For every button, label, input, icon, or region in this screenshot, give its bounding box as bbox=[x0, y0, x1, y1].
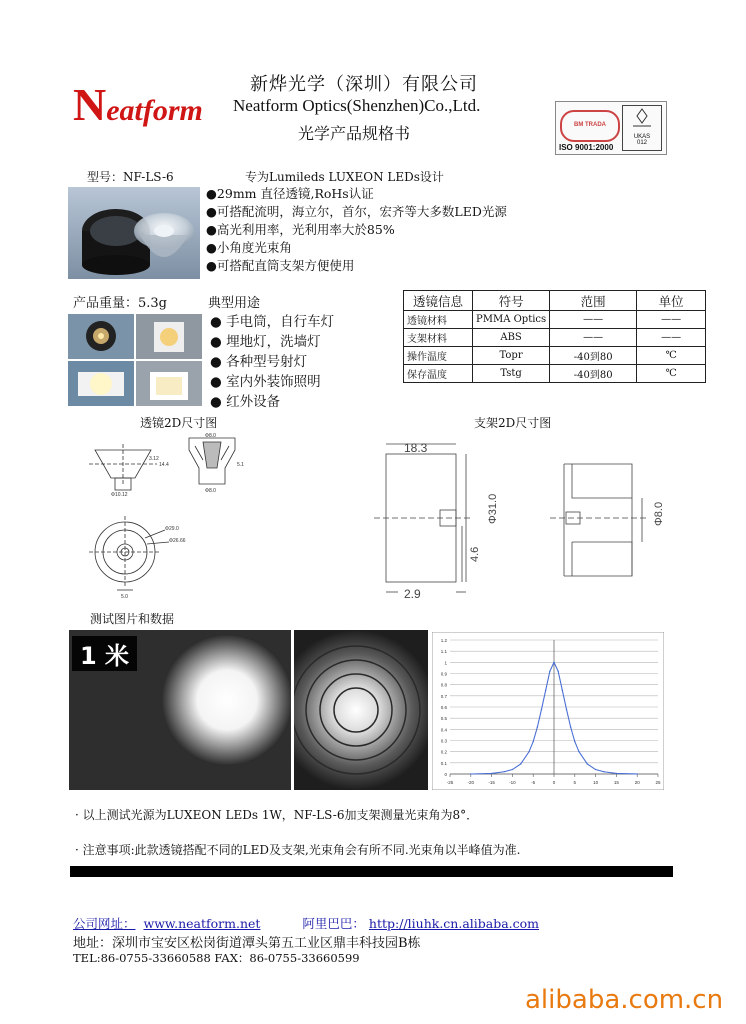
data-point bbox=[541, 709, 542, 710]
company-name-cn: 新烨光学（深圳）有限公司 bbox=[250, 74, 478, 95]
table-row bbox=[404, 329, 706, 347]
spec-cell: Tstg bbox=[473, 365, 550, 383]
holder-drawing-caption: 支架2D尺寸图 bbox=[474, 416, 552, 430]
lens-2d-drawing bbox=[85, 430, 265, 610]
spec-cell: —— bbox=[637, 329, 706, 347]
y-tick-label: 0.9 bbox=[440, 671, 447, 677]
data-point bbox=[570, 726, 571, 727]
y-tick-label: 0.8 bbox=[440, 682, 447, 688]
dimension-label: 4.6 bbox=[469, 546, 481, 562]
alibaba-watermark: alibaba.com.cn bbox=[525, 985, 724, 1015]
usage-item: ● 手电筒，自行车灯 bbox=[210, 314, 335, 330]
spec-cell: Topr bbox=[473, 347, 550, 365]
y-tick-label: 1.1 bbox=[440, 649, 447, 655]
ukas-text: UKAS bbox=[633, 134, 651, 140]
spec-cell: 支架材料 bbox=[404, 329, 473, 347]
feature-item: ●高光利用率，光利用率大於85% bbox=[206, 222, 395, 237]
y-tick-label: 0.3 bbox=[440, 738, 447, 744]
logo-initial: N bbox=[73, 79, 107, 130]
distance-label: 1 米 bbox=[72, 636, 137, 671]
data-point bbox=[574, 741, 575, 742]
x-tick-label: 0 bbox=[552, 780, 556, 785]
product-photo bbox=[68, 187, 200, 279]
data-point bbox=[566, 709, 567, 710]
dimension-label: Φ29.0 bbox=[165, 526, 179, 532]
iso-text: ISO 9001:2000 bbox=[559, 143, 614, 152]
dimension-label: Φ10.12 bbox=[111, 492, 128, 498]
alibaba-label: 阿里巴巴： bbox=[302, 916, 365, 931]
holder-2d-drawing bbox=[370, 438, 670, 608]
dimension-label: 18.3 bbox=[404, 441, 428, 455]
x-tick-label: -10 bbox=[509, 780, 516, 785]
usage-item: ● 红外设备 bbox=[210, 394, 281, 410]
data-point bbox=[537, 726, 538, 727]
x-tick-label: 25 bbox=[655, 780, 661, 785]
feature-item: ●小角度光束角 bbox=[206, 240, 292, 255]
table-row bbox=[404, 365, 706, 383]
spec-cell: -40到80 bbox=[550, 365, 637, 383]
spec-table bbox=[403, 290, 706, 383]
bm-trada-logo: BM TRADA bbox=[560, 110, 620, 142]
led-photos bbox=[68, 314, 202, 406]
usage-list bbox=[210, 312, 334, 412]
spec-cell: 透镜材料 bbox=[404, 311, 473, 329]
usage-title: 典型用途 bbox=[208, 296, 261, 311]
spec-cell: ℃ bbox=[637, 347, 706, 365]
website-label: 公司网址： bbox=[73, 916, 136, 931]
x-tick-label: -20 bbox=[467, 780, 475, 785]
data-point bbox=[503, 771, 504, 772]
dimension-label: 2.9 bbox=[404, 587, 421, 601]
data-point bbox=[533, 741, 534, 742]
spec-cell: 操作温度 bbox=[404, 347, 473, 365]
spec-cell: ABS bbox=[473, 329, 550, 347]
dimension-label: Φ8.0 bbox=[205, 488, 216, 494]
ukas-code: 012 bbox=[636, 140, 647, 146]
data-point bbox=[545, 690, 546, 691]
dimension-label: 14.4 bbox=[159, 462, 169, 468]
product-weight: 产品重量：5.3g bbox=[73, 296, 167, 311]
ukas-logo bbox=[622, 105, 662, 151]
designed-for: 专为Lumileds LUXEON LEDs设计 bbox=[245, 170, 444, 184]
data-point bbox=[616, 773, 617, 774]
dimension-label: Φ31.0 bbox=[487, 493, 499, 524]
dimension-label: 5.0 bbox=[121, 594, 128, 600]
data-point bbox=[587, 763, 588, 764]
test-caption: 测试图片和数据 bbox=[90, 612, 175, 626]
x-tick-label: -15 bbox=[488, 780, 495, 785]
spec-cell: —— bbox=[550, 329, 637, 347]
y-tick-label: 0.1 bbox=[440, 760, 447, 766]
company-logo bbox=[73, 78, 203, 131]
website-line bbox=[73, 914, 539, 932]
test-note: · 以上测试光源为LUXEON LEDs 1W，NF-LS-6加支架测量光束角为8°． bbox=[75, 808, 479, 822]
data-point bbox=[528, 751, 529, 752]
data-point bbox=[470, 773, 471, 774]
y-tick-label: 1.2 bbox=[440, 638, 447, 643]
spec-header-cell: 符号 bbox=[473, 291, 550, 311]
certification-badge bbox=[555, 101, 667, 155]
feature-item: ●可搭配直筒支架方便使用 bbox=[206, 258, 355, 273]
alibaba-link[interactable]: http://liuhk.cn.alibaba.com bbox=[368, 916, 540, 931]
document-title: 光学产品规格书 bbox=[298, 124, 411, 143]
beam-ring-photo bbox=[294, 630, 428, 790]
caution-note: · 注意事项:此款透镜搭配不同的LED及支架,光束角会有所不同.光束角以半峰值为准. bbox=[75, 843, 521, 857]
spec-header-cell: 透镜信息 bbox=[404, 291, 473, 311]
data-point bbox=[637, 773, 638, 774]
usage-item: ● 各种型号射灯 bbox=[210, 354, 308, 370]
y-tick-label: 0.7 bbox=[440, 693, 447, 699]
spec-cell: —— bbox=[550, 311, 637, 329]
y-tick-label: 1 bbox=[444, 660, 447, 666]
x-tick-label: 20 bbox=[634, 780, 640, 785]
tel-fax: TEL:86-0755-33660588 FAX：86-0755-33660599 bbox=[73, 951, 360, 965]
spec-cell: ℃ bbox=[637, 365, 706, 383]
dimension-label: 3.12 bbox=[149, 456, 159, 462]
logo-text: eatform bbox=[106, 94, 203, 127]
y-tick-label: 0.6 bbox=[440, 705, 447, 710]
x-tick-label: -5 bbox=[531, 780, 536, 785]
dimension-label: 5.1 bbox=[237, 462, 244, 468]
data-point bbox=[549, 671, 550, 672]
data-point bbox=[512, 769, 513, 770]
table-row bbox=[404, 347, 706, 365]
divider-bar bbox=[70, 866, 673, 877]
beam-angle-chart bbox=[432, 632, 664, 790]
data-point bbox=[578, 751, 579, 752]
dimension-label: Φ8.0 bbox=[205, 433, 216, 439]
spec-cell: 保存温度 bbox=[404, 365, 473, 383]
usage-item: ● 室内外装饰照明 bbox=[210, 374, 321, 390]
data-point bbox=[562, 690, 563, 691]
data-point bbox=[557, 671, 558, 672]
y-tick-label: 0.4 bbox=[440, 727, 447, 733]
feature-item: ●可搭配流明，海立尔，首尔，宏齐等大多数LED光源 bbox=[206, 204, 507, 219]
usage-item: ● 埋地灯，洗墙灯 bbox=[210, 334, 321, 350]
spec-header-cell: 范围 bbox=[550, 291, 637, 311]
model-number: 型号：NF-LS-6 bbox=[87, 170, 174, 184]
dimension-label: Φ26.66 bbox=[169, 538, 186, 544]
y-tick-label: 0.2 bbox=[440, 749, 447, 755]
spec-cell: —— bbox=[637, 311, 706, 329]
y-tick-label: 0.5 bbox=[440, 716, 447, 722]
data-point bbox=[603, 771, 604, 772]
dimension-label: Φ8.0 bbox=[653, 501, 665, 526]
lens-drawing-caption: 透镜2D尺寸图 bbox=[140, 416, 218, 430]
x-tick-label: -25 bbox=[446, 780, 454, 785]
data-point bbox=[553, 662, 554, 663]
x-tick-label: 5 bbox=[573, 780, 577, 785]
y-tick-label: 0 bbox=[444, 772, 447, 777]
website-link[interactable]: www.neatform.net bbox=[143, 916, 261, 931]
table-row bbox=[404, 311, 706, 329]
address: 地址：深圳市宝安区松岗街道潭头第五工业区鼎丰科技园B栋 bbox=[73, 936, 421, 951]
spec-header-row bbox=[404, 291, 706, 311]
x-tick-label: 10 bbox=[593, 780, 599, 785]
data-point bbox=[520, 763, 521, 764]
x-tick-label: 15 bbox=[613, 780, 619, 785]
data-point bbox=[491, 773, 492, 774]
spec-cell: -40到80 bbox=[550, 347, 637, 365]
feature-item: ●29mm 直径透镜,RoHs认证 bbox=[206, 186, 374, 201]
spec-header-cell: 单位 bbox=[637, 291, 706, 311]
chart-frame bbox=[432, 632, 664, 790]
spec-cell: PMMA Optics bbox=[473, 311, 550, 329]
company-name-en: Neatform Optics(Shenzhen)Co.,Ltd. bbox=[233, 96, 481, 115]
data-point bbox=[595, 769, 596, 770]
feature-list bbox=[206, 185, 507, 275]
